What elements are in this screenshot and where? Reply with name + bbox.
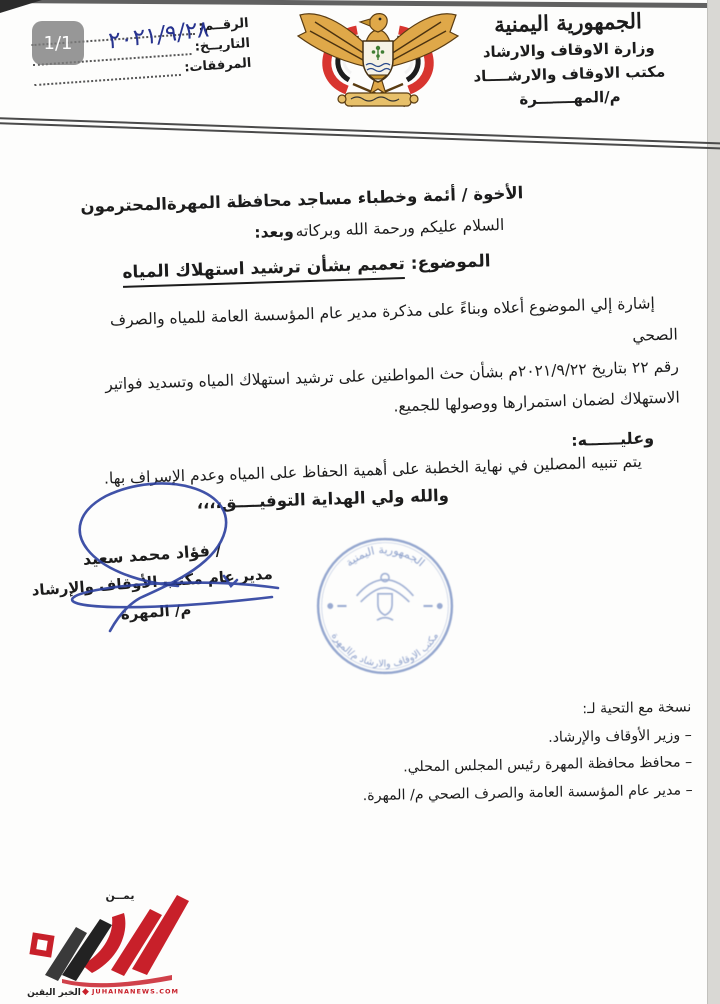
stamp-center-emblem [357, 574, 414, 621]
signatory-region: م/ المهرة [120, 600, 192, 624]
republic-name: الجمهورية اليمنية [493, 8, 643, 37]
handwritten-date: ٢٠٢١/٩/٢٨ [107, 16, 210, 55]
official-round-stamp [310, 531, 460, 681]
subject-text: تعميم بشأن ترشيد استهلاك المياه [122, 254, 405, 288]
paragraph-line: إشارة إلي الموضوع أعلاه وبناءً على مذكرة مدير عام المؤسسة العامة للمياه والصرف الصحي [109, 294, 679, 345]
page-indicator-text: 1/1 [43, 32, 73, 54]
subject-label: الموضوع: [410, 251, 491, 274]
therefore-label: وعليــــــه: [570, 428, 655, 450]
scan-corner-fold [0, 0, 42, 13]
watermark-site-text: JUHAINANEWS.COM [92, 987, 180, 996]
page-indicator-badge [32, 21, 84, 65]
yemen-coat-of-arms-icon [292, 2, 464, 120]
letterhead-titles [443, 7, 696, 114]
instruction-line: يتم تنبيه المصلين في نهاية الخطبة على أهمية الحفاظ على المياه وعدم الإسراف بها. [103, 452, 643, 488]
cc-item: – محافظ محافظة المهرة رئيس المجلس المحلي. [403, 754, 693, 776]
name-scroll [338, 93, 418, 106]
header-divider-rule [0, 117, 720, 150]
stamp-side-marks [328, 604, 442, 609]
after-greeting: وبعد: [254, 222, 295, 242]
watermark-diamond-icon: ◆ [82, 987, 89, 997]
cc-item: – مدير عام المؤسسة العامة والصرف الصحي م/ المهرة. [362, 782, 693, 805]
number-label: الرقــم: [197, 16, 250, 35]
svg-text:مكتب الاوقاف والارشاد م/المهرة [329, 631, 441, 670]
date-label: التاريــخ: [194, 35, 251, 55]
chest-shield [363, 41, 393, 82]
news-agency-watermark-logo [12, 883, 190, 1001]
recipient-to: الأخوة / أئمة وخطباء مساجد محافظة المهرة [166, 183, 524, 214]
stamp-top-text: الجمهورية اليمنية [343, 543, 428, 570]
ministry-name: وزارة الاوقاف والارشاد [482, 38, 655, 62]
cc-item: – وزير الأوقاف والإرشاد. [548, 727, 692, 746]
watermark-country-text: يمــن [105, 889, 135, 902]
paragraph-line: رقم ٢٢ بتاريخ ٢٠٢١/٩/٢٢م بشأن حث المواطنين على ترشيد استهلاك المياه وتسديد فواتير [104, 356, 680, 394]
signatory-name: / فؤاد محمد سعيد [82, 540, 222, 569]
calligraphy-strokes [29, 895, 189, 987]
attachments-dotted-line [33, 62, 180, 87]
closing-line: والله ولي الهداية التوفيــــق،،،، [196, 485, 450, 513]
body-paragraph [35, 287, 699, 435]
stamp-bottom-text: مكتب الاوقاف والارشاد م/المهرة [328, 630, 442, 670]
attachments-label: المرفقات: [183, 55, 252, 76]
subject-line [0, 247, 637, 288]
recipient-line [31, 178, 691, 218]
greeting-line [32, 210, 692, 249]
signature-block [33, 537, 276, 629]
cc-list [271, 694, 693, 812]
greeting-text: السلام عليكم ورحمة الله وبركاته [295, 215, 505, 241]
scan-right-edge [707, 0, 720, 1004]
paragraph-line: الاستهلاك لضمان استمرارها ووصولها للجميع. [393, 388, 681, 416]
cc-heading: نسخة مع التحية لـ: [582, 699, 692, 718]
governorate-name: م/المهـــــــرة [519, 87, 621, 109]
signatory-title: مدير عام مكتب الأوقاف والإرشاد [31, 564, 274, 600]
letter-body [30, 150, 701, 518]
office-name: مكتب الاوقاف والارشــــاد [473, 62, 666, 86]
recipient-honorific: المحترمون [80, 194, 168, 217]
watermark-tagline-text: الخبر اليقين [27, 988, 81, 998]
